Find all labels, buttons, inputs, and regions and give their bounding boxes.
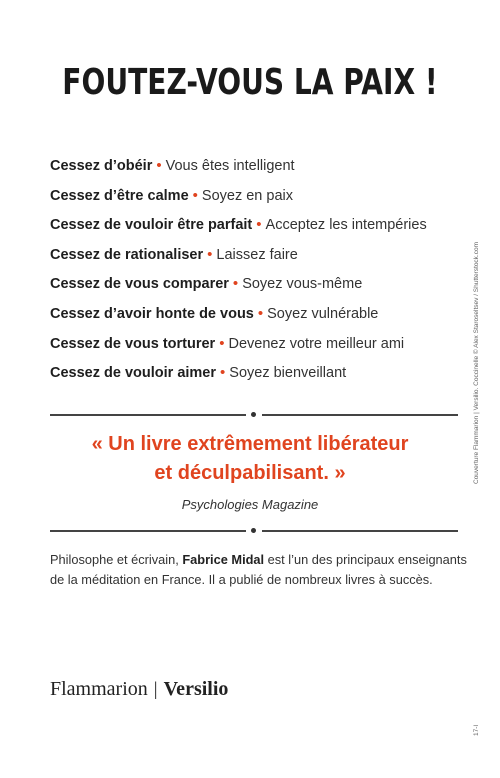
book-title: FOUTEZ-VOUS LA PAIX !: [62, 62, 438, 103]
list-item: [50, 334, 470, 364]
commandments-list: [50, 156, 470, 393]
publisher-logo: [50, 678, 228, 701]
list-item: [50, 245, 470, 275]
bullet-icon: •: [156, 157, 162, 174]
quote-line-1: « Un livre extrêmement libérateur: [91, 433, 409, 455]
bullet-icon: •: [192, 186, 198, 204]
command-text: Cessez d’avoir honte de vous: [50, 305, 254, 322]
list-item: [50, 363, 470, 393]
command-text: Cessez de rationaliser: [50, 246, 204, 263]
command-text: Cessez de vouloir être parfait: [50, 217, 253, 234]
bullet-icon: •: [219, 334, 225, 352]
bullet-icon: •: [220, 364, 226, 382]
answer-text: Soyez vulnérable: [267, 305, 379, 322]
list-item: [50, 274, 470, 304]
publisher-separator: |: [153, 679, 158, 700]
list-item: [50, 304, 470, 334]
list-item: [50, 215, 470, 245]
answer-text: Soyez en paix: [201, 187, 293, 204]
author-name: Fabrice Midal: [182, 552, 265, 567]
command-text: Cessez de vous comparer: [50, 276, 229, 293]
bullet-icon: •: [257, 304, 264, 322]
command-text: Cessez d’obéir: [50, 158, 153, 174]
bullet-icon: •: [256, 216, 262, 234]
bullet-icon: •: [207, 245, 213, 263]
author-bio: [50, 550, 470, 590]
press-quote: [0, 430, 500, 488]
bio-rest: est l’un des principaux enseignants: [267, 552, 467, 567]
bio-intro: Philosophe et écrivain,: [50, 552, 179, 567]
divider-top: [50, 411, 458, 419]
bullet-icon: •: [232, 275, 239, 293]
bio-line-1: [50, 550, 470, 570]
command-text: Cessez de vouloir aimer: [50, 365, 217, 382]
answer-text: Soyez vous-même: [242, 276, 363, 293]
answer-text: Acceptez les intempéries: [265, 217, 427, 234]
publisher-name: Flammarion: [50, 678, 148, 700]
divider-dot-icon: [251, 528, 256, 533]
list-item: [50, 156, 470, 186]
product-code: 17-I: [473, 724, 480, 736]
divider-dot-icon: [251, 412, 256, 417]
answer-text: Devenez votre meilleur ami: [228, 335, 405, 352]
command-text: Cessez d’être calme: [50, 187, 189, 204]
list-item: [50, 186, 470, 216]
command-text: Cessez de vous torturer: [50, 335, 216, 352]
divider-bottom: [50, 527, 458, 535]
answer-text: Laissez faire: [216, 246, 298, 263]
quote-line-2: et déculpabilisant. »: [154, 462, 346, 484]
bio-line-2: de la méditation en France. Il a publié de nombreux livres à succès.: [50, 572, 433, 587]
quote-source: Psychologies Magazine: [181, 497, 319, 512]
cover-credits: Couverture Flammarion | Versilio. Coccinelle © Alex Staroseltsev / Shutterstock.com: [473, 241, 480, 484]
imprint-name: Versilio: [163, 678, 229, 700]
answer-text: Soyez bienveillant: [229, 365, 347, 382]
answer-text: Vous êtes intelligent: [165, 158, 295, 174]
